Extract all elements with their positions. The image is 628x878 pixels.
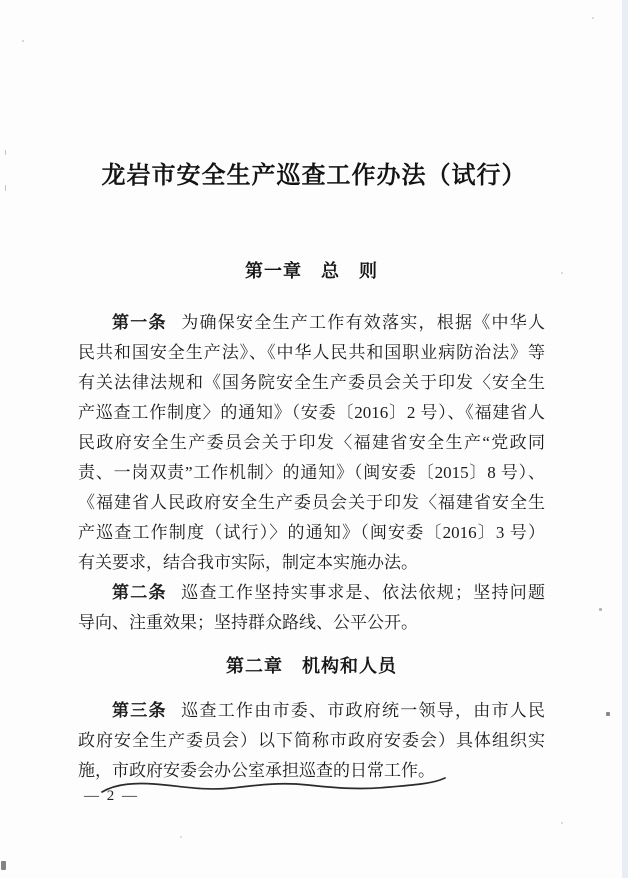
scan-edge-shadow	[622, 0, 628, 878]
scan-speck	[180, 836, 182, 838]
article-1-line-6: 责、一岗双责”工作机制〉的通知》（闽安委〔2015〕8 号）、	[78, 463, 545, 482]
article-body-block-2	[78, 696, 545, 786]
scan-speck	[561, 272, 563, 274]
article-3-line-1: 巡查工作由市委、市政府统一领导，由市人民	[181, 701, 546, 720]
text-line	[78, 578, 545, 608]
article-1-line-3: 有关法律法规和《国务院安全生产委员会关于印发〈安全生	[78, 373, 545, 392]
article-2-line-1: 巡查工作坚持实事求是、依法依规；坚持问题	[181, 583, 546, 602]
chapter-2-heading: 第二章 机构和人员	[226, 656, 397, 676]
scan-speck	[5, 185, 6, 191]
scan-speck	[592, 17, 594, 19]
article-1-term: 第一条	[112, 313, 167, 332]
text-line	[78, 308, 545, 338]
scan-speck	[561, 822, 563, 824]
article-1-line-5: 民政府安全生产委员会关于印发〈福建省安全生产“党政同	[78, 433, 545, 452]
chapter-1-heading: 第一章 总 则	[245, 261, 378, 281]
article-2-line-2: 导向、注重效果；坚持群众路线、公平公开。	[78, 613, 418, 632]
scan-speck	[22, 40, 24, 42]
article-2-term: 第二条	[112, 583, 167, 602]
article-1-line-7: 《福建省人民政府安全生产委员会关于印发〈福建省安全生	[78, 493, 545, 512]
scan-speck	[606, 712, 610, 716]
scan-speck	[1, 861, 6, 870]
article-3-line-3: 施，市政府安委会办公室承担巡查的日常工作。	[78, 761, 435, 780]
document-title: 龙岩市安全生产巡查工作办法（试行）	[101, 163, 527, 189]
article-1-line-8: 产巡查工作制度（试行）〉的通知》（闽安委〔2016〕3 号）	[78, 523, 545, 542]
page-number: — 2 —	[84, 788, 139, 804]
text-line	[78, 696, 545, 726]
handwritten-underline	[98, 775, 450, 797]
article-1-line-1: 为确保安全生产工作有效落实，根据《中华人	[181, 313, 546, 332]
article-3-line-2: 政府安全生产委员会）以下简称市政府安委会）具体组织实	[78, 731, 545, 750]
article-1-line-9: 有关要求，结合我市实际，制定本实施办法。	[78, 553, 418, 572]
scan-speck	[599, 608, 602, 611]
scan-speck	[5, 150, 6, 155]
article-1-line-4: 产巡查工作制度〉的通知》（安委〔2016〕2 号）、《福建省人	[78, 403, 545, 422]
article-1-line-2: 民共和国安全生产法》、《中华人民共和国职业病防治法》等	[78, 343, 545, 362]
article-3-term: 第三条	[112, 701, 167, 720]
article-body-block-1	[78, 308, 545, 638]
